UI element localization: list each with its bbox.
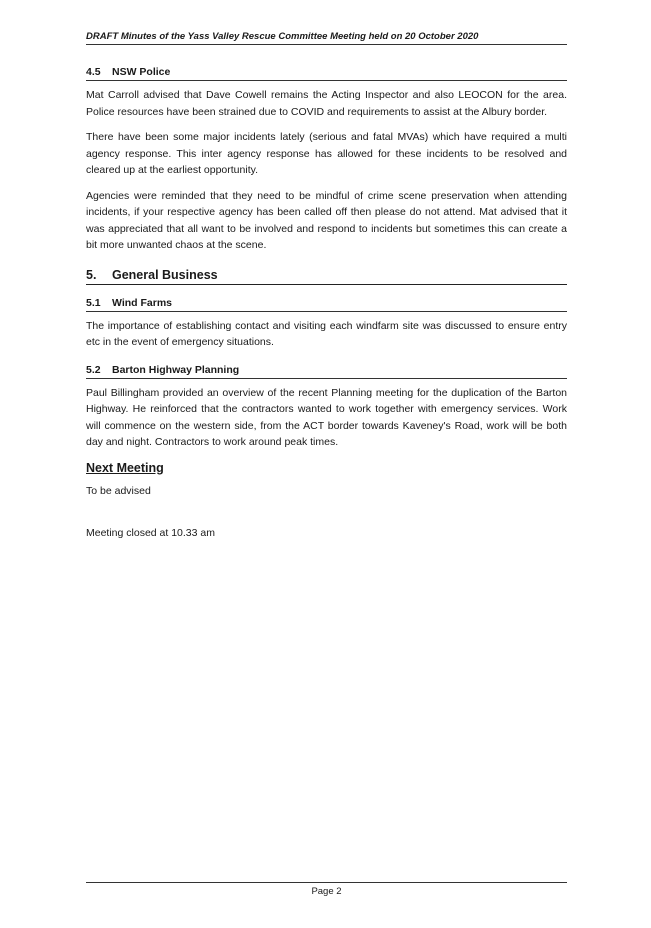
paragraph: Paul Billingham provided an overview of the recent Planning meeting for the duplication of the Barton Highway. He reinforced that the contractors wanted to work together with emergency services. Work will commence on the western side, from the ACT border towards Kaveney's Road, work will be both day and night. Contractors to work around peak times. — [86, 386, 567, 448]
running-header: DRAFT Minutes of the Yass Valley Rescue Committee Meeting held on 20 October 2020 — [86, 31, 567, 45]
section-5-heading — [86, 268, 567, 285]
paragraph: The importance of establishing contact and visiting each windfarm site was discussed to ensure entry etc in the event of emergency situations. — [86, 319, 567, 348]
section-title: General Business — [112, 267, 218, 282]
section-number: 5.2 — [86, 363, 101, 376]
section-title: NSW Police — [112, 66, 171, 78]
section-number: 4.5 — [86, 66, 101, 78]
paragraph: Mat Carroll advised that Dave Cowell remains the Acting Inspector and also LEOCON for the area. Police resources have been strained due to COVID and requirements to assist at the Albury border. — [86, 89, 567, 118]
paragraph: Agencies were reminded that they need to be mindful of crime scene preservation when attending incidents, if your respective agency has been called off then please do not attend. Mat advised that it was appreciated that all want to be involved and respond to incidents but sometimes this can create a bit more unwanted chaos at the scene. — [86, 189, 567, 251]
meeting-closed-text: Meeting closed at 10.33 am — [86, 527, 215, 539]
next-meeting-heading: Next Meeting — [86, 460, 164, 475]
section-title: Barton Highway Planning — [112, 363, 240, 376]
page-footer — [86, 882, 567, 897]
page-number: Page 2 — [311, 886, 342, 897]
section-5-1-heading — [86, 297, 567, 312]
section-5-2-heading — [86, 364, 567, 379]
document-body — [86, 66, 567, 551]
section-4-5-heading — [86, 66, 567, 81]
section-number: 5. — [86, 267, 97, 282]
section-number: 5.1 — [86, 296, 101, 309]
paragraph: There have been some major incidents lately (serious and fatal MVAs) which have required a multi agency response. This inter agency response has allowed for these incidents to be resolved and cleared up at the earliest opportunity. — [86, 131, 567, 176]
next-meeting-text: To be advised — [86, 484, 151, 497]
section-title: Wind Farms — [112, 296, 172, 309]
